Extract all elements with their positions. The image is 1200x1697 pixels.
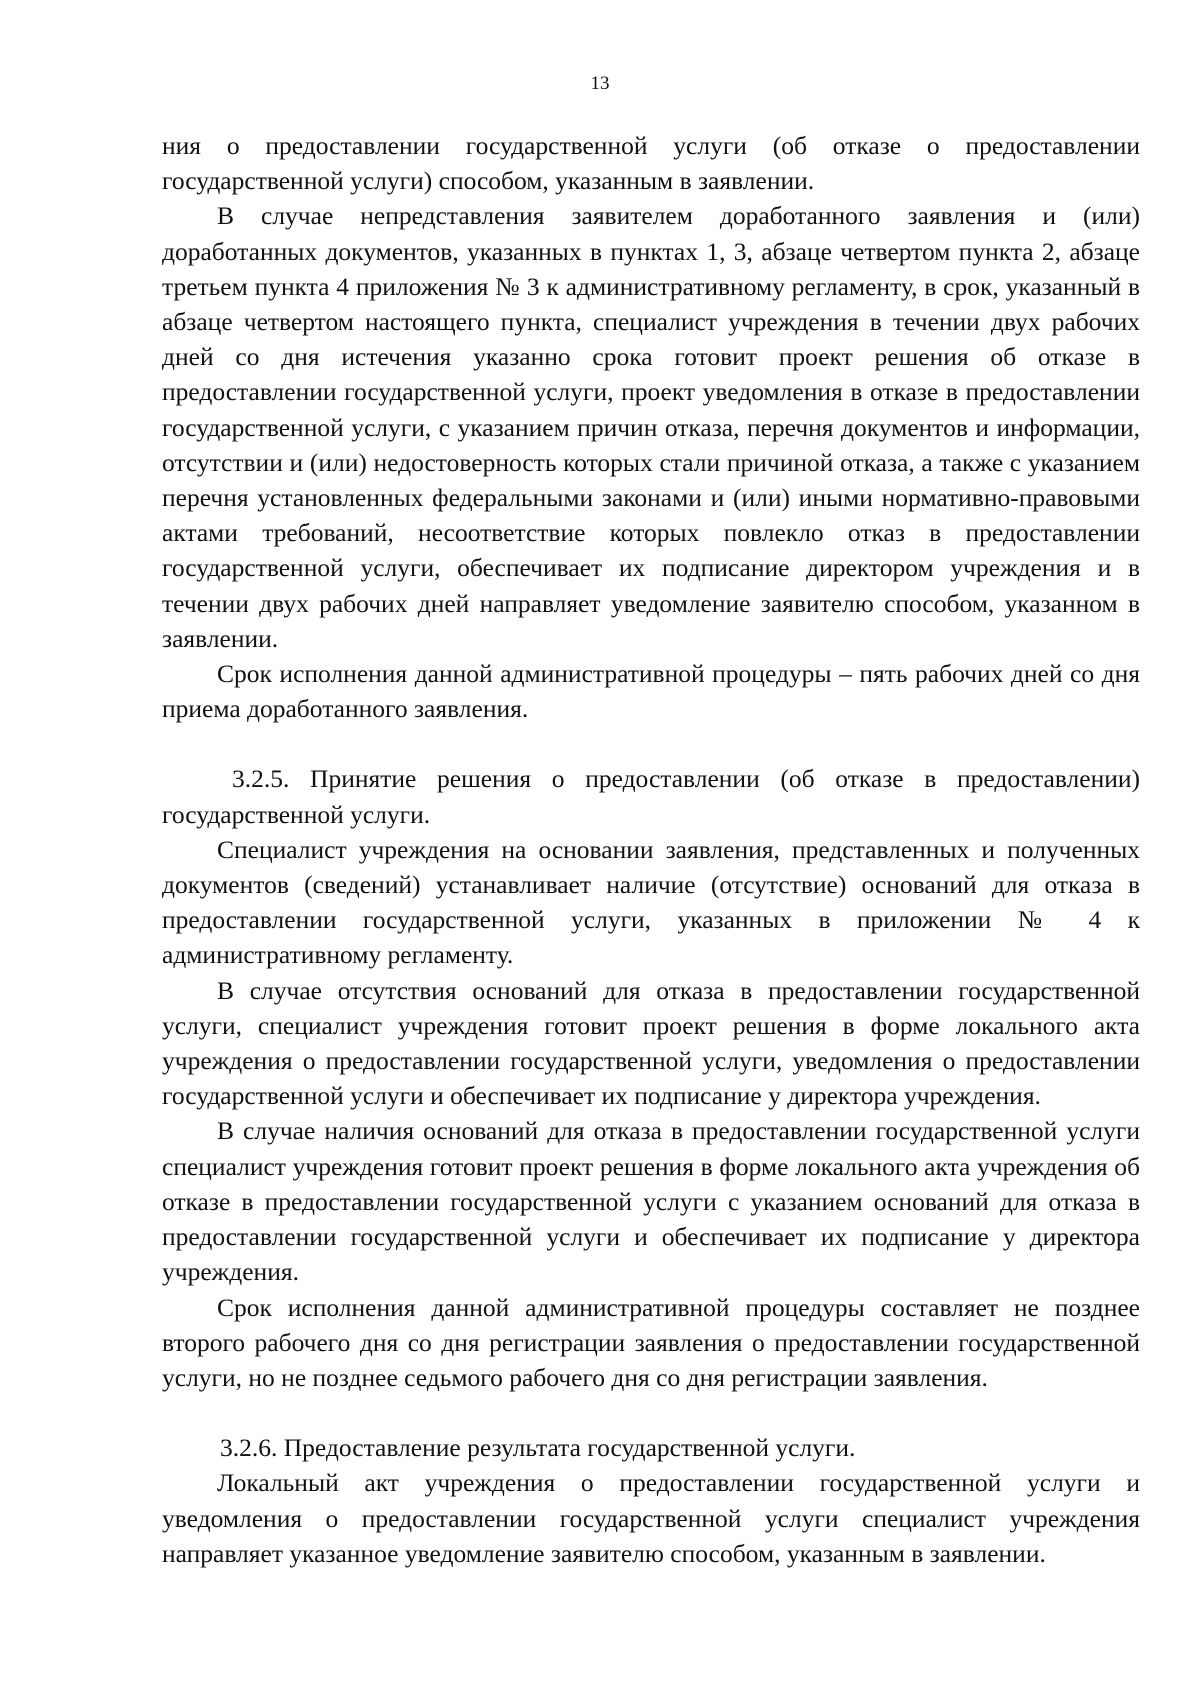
paragraph-deadline-1: Срок исполнения данной административной процедуры – пять рабочих дней со дня приема доработанного заявления. xyxy=(162,659,1140,724)
paragraph-refusal-procedure: В случае непредставления заявителем доработанного заявления и (или) доработанных документов, указанных в пунктах 1, 3, абзаце четвертом пункта 2, абзаце третьем пункта 4 приложения № 3 к административному регламенту, в срок, указанный в абзаце четвертом настоящего пункта, специалист учреждения в течении двух рабочих дней со дня истечения указанно срока готовит проект решения об отказе в предоставлении государственной услуги, проект уведомления в отказе в предоставлении государственной услуги, с указанием причин отказа, перечня документов и информации, отсутствии и (или) недостоверность которых стали причиной отказа, а также с указанием перечня установленных федеральными законами и (или) иными нормативно-правовыми актами требований, несоответствие которых повлекло отказ в предоставлении государственной услуги, обеспечивает их подписание директором учреждения и в течении двух рабочих дней направляет уведомление заявителю способом, указанном в заявлении. xyxy=(162,201,1140,653)
section-heading-3-2-5: 3.2.5. Принятие решения о предоставлении (об отказе в предоставлении) государственной услуги. xyxy=(162,764,1140,829)
paragraph-continuation: ния о предоставлении государственной услуги (об отказе о предоставлении государственной услуги) способом, указанным в заявлении. xyxy=(162,131,1140,196)
section-spacer xyxy=(162,1395,1140,1430)
paragraph-refusal-case: В случае наличия оснований для отказа в предоставлении государственной услуги специалист учреждения готовит проект решения в форме локального акта учреждения об отказе в предоставлении государственной услуги с указанием оснований для отказа в предоставлении государственной услуги и обеспечивает их подписание у директора учреждения. xyxy=(162,1116,1140,1287)
paragraph-grounds-check: Специалист учреждения на основании заявления, представленных и полученных документов (сведений) устанавливает наличие (отсутствие) оснований для отказа в предоставлении государственной услуги, указанных в приложении № 4 к административному регламенту. xyxy=(162,834,1140,970)
paragraph-approval-case: В случае отсутствия оснований для отказа в предоставлении государственной услуги, специалист учреждения готовит проект решения в форме локального акта учреждения о предоставлении государственной услуги, уведомления о предоставлении государственной услуги и обеспечивает их подписание у директора учреждения. xyxy=(162,975,1140,1111)
page-number: 13 xyxy=(590,73,610,94)
section-heading-3-2-6: 3.2.6. Предоставление результата государственной услуги. xyxy=(220,1433,856,1463)
section-spacer xyxy=(162,726,1140,761)
document-body xyxy=(162,128,1140,1571)
paragraph-result-delivery: Локальный акт учреждения о предоставлении государственной услуги и уведомления о предоставлении государственной услуги специалист учреждения направляет указанное уведомление заявителю способом, указанным в заявлении. xyxy=(162,1468,1140,1568)
paragraph-deadline-2: Срок исполнения данной административной процедуры составляет не позднее второго рабочего дня со дня регистрации заявления о предоставлении государственной услуги, но не позднее седьмого рабочего дня со дня регистрации заявления. xyxy=(162,1292,1140,1392)
